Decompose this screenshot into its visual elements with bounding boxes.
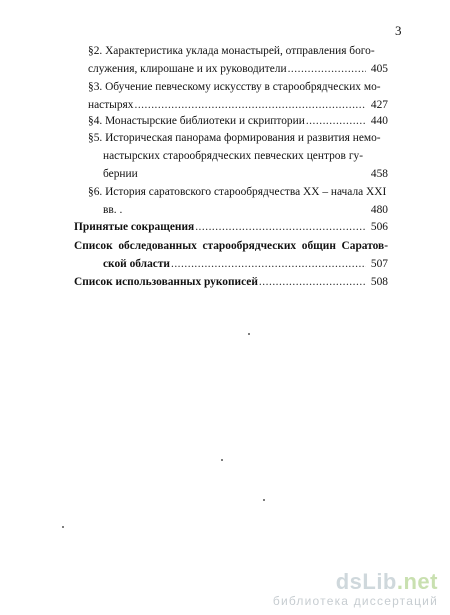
toc-entry-4-page: 440 <box>370 115 388 127</box>
toc-manuscripts-page: 508 <box>370 276 388 288</box>
toc-abbreviations-label: Принятые сокращения <box>74 221 195 233</box>
watermark-subtitle: библиотека диссертаций <box>272 594 438 608</box>
watermark-logo <box>273 571 438 593</box>
toc-abbreviations <box>74 218 388 236</box>
toc-entry-4-line1: §4. Монастырские библиотеки и скриптории <box>88 115 305 127</box>
dot-leader <box>259 273 366 291</box>
watermark-logo-accent: .net <box>396 569 438 594</box>
toc-entry-5 <box>103 165 388 183</box>
page-number: 3 <box>395 23 402 38</box>
toc-entry-6-line1: §6. История саратовского старообрядчества XX – начала XXI <box>88 186 387 198</box>
toc-entry-4 <box>88 112 388 130</box>
watermark <box>273 571 438 608</box>
toc-communities-line1: Список обследованных старообрядческих общин Саратов- <box>74 240 388 252</box>
scan-speck <box>62 526 64 528</box>
scan-speck <box>248 333 250 335</box>
toc-entry-3-line1: §3. Обучение певческому искусству в старообрядческих мо- <box>88 81 381 93</box>
toc-manuscripts-label: Список использованных рукописей <box>74 276 258 288</box>
toc-entry-2-line1: §2. Характеристика уклада монастырей, отправления бого- <box>88 45 375 57</box>
toc-entry-6-line2: вв. . <box>103 204 123 216</box>
toc-entry-2 <box>88 60 388 78</box>
toc-entry-5-line2: настырских старообрядческих певческих центров гу- <box>103 150 363 162</box>
toc-entry-3-line2: настырях <box>88 99 134 111</box>
dot-leader <box>171 255 366 273</box>
scan-speck <box>221 459 223 461</box>
toc-entry-2-page: 405 <box>370 63 388 75</box>
toc-entry-6 <box>103 201 388 219</box>
toc-communities-page: 507 <box>370 258 388 270</box>
watermark-logo-main: dsLib <box>335 569 397 594</box>
toc-communities-line2: ской области <box>103 258 170 270</box>
toc-entry-5-line1: §5. Историческая панорама формирования и развития немо- <box>88 132 381 144</box>
toc-entry-3-page: 427 <box>370 99 388 111</box>
toc-entry-5-page: 458 <box>370 168 388 180</box>
dot-leader <box>195 218 366 236</box>
scan-speck <box>263 499 265 501</box>
dot-leader <box>288 60 366 78</box>
toc-entry-6-page: 480 <box>370 204 388 216</box>
dot-leader <box>306 112 366 130</box>
toc-communities <box>103 255 388 273</box>
toc-abbreviations-page: 506 <box>370 221 388 233</box>
toc-entry-5-line3: бернии <box>103 168 138 180</box>
toc-entry-2-line2: служения, клирошане и их руководители <box>88 63 287 75</box>
toc-manuscripts <box>74 273 388 291</box>
